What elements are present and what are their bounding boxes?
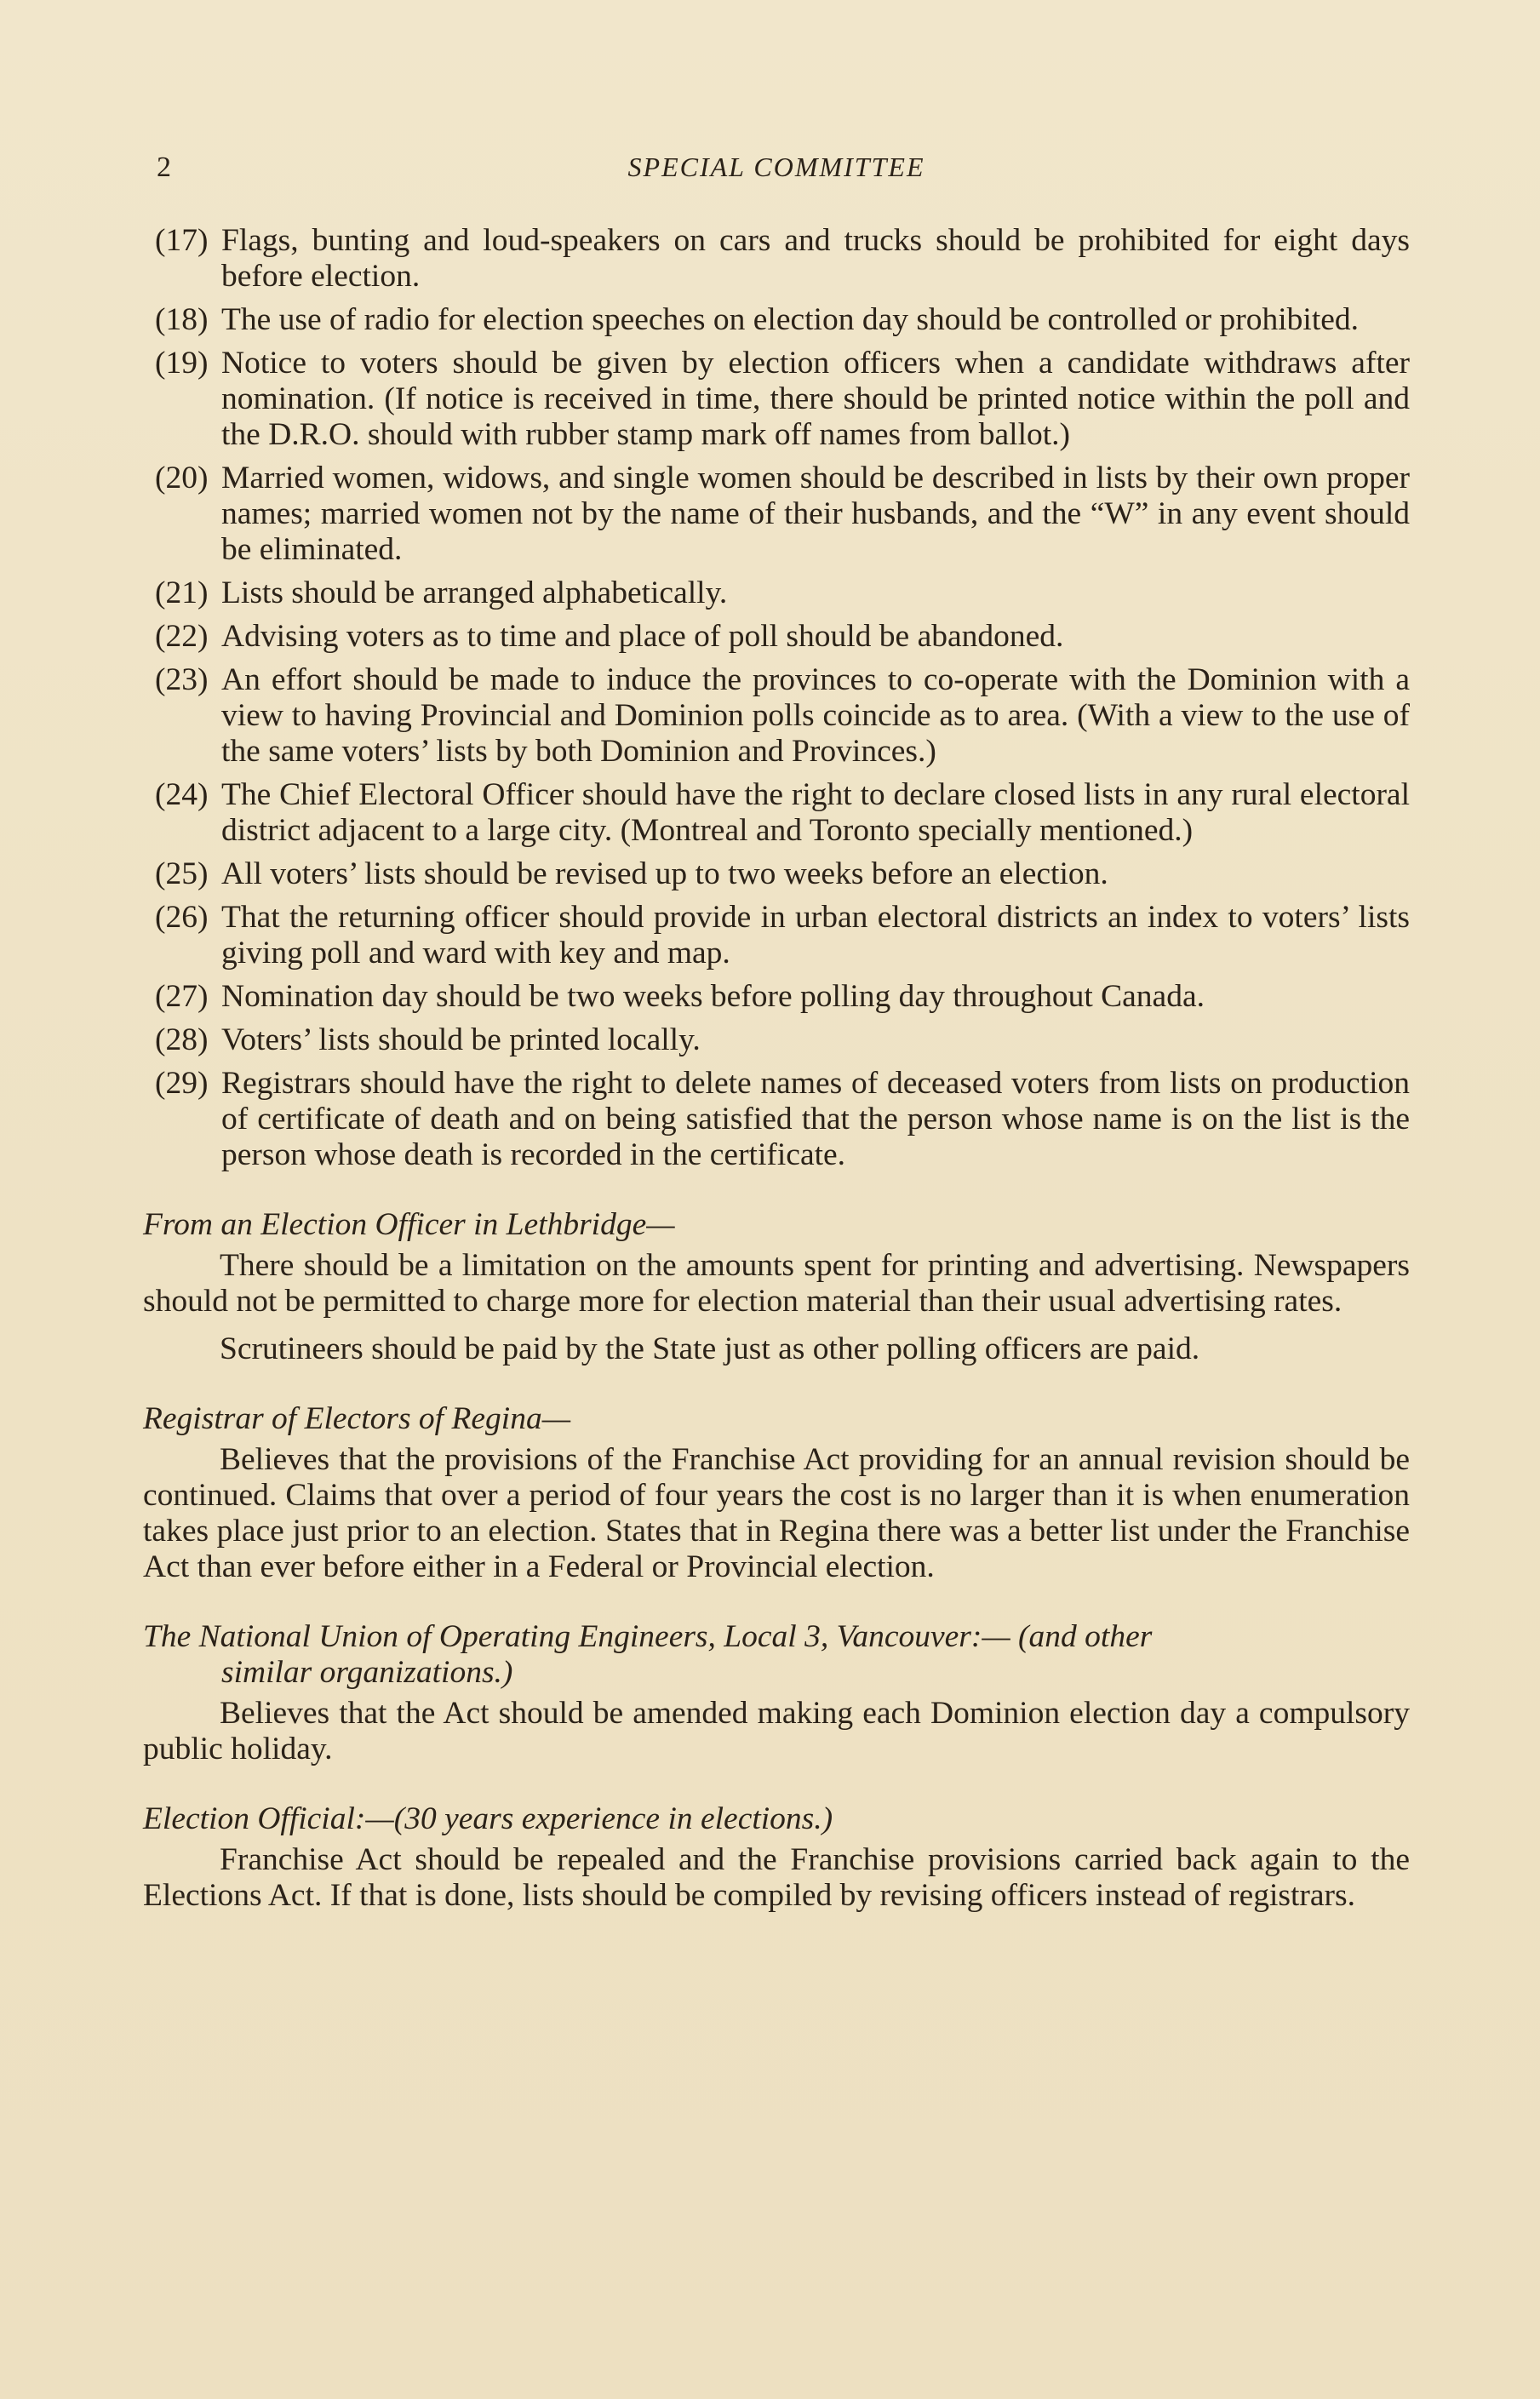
paragraph: Believes that the Act should be amended making each Dominion election day a compulsory public holiday. bbox=[143, 1696, 1410, 1766]
item-number: (27) bbox=[155, 979, 209, 1014]
item-text: Registrars should have the right to delete names of deceased voters from lists on production of certificate of death and on being satisfied that the person whose name is on the list is the person whose death is recorded in the certificate. bbox=[221, 1066, 1410, 1172]
list-item bbox=[143, 900, 1410, 971]
section-heading: From an Election Officer in Lethbridge— bbox=[143, 1207, 675, 1242]
item-number: (20) bbox=[155, 461, 209, 495]
list-item bbox=[143, 461, 1410, 568]
item-text: Notice to voters should be given by election officers when a candidate withdraws after nomination. (If notice is received in time, there should be printed notice within the poll and the D.R.O. should with rubber stamp mark off names from ballot.) bbox=[221, 346, 1410, 452]
paragraph: There should be a limitation on the amounts spent for printing and advertising. Newspapers should not be permitted to charge more for election material than their usual advertising rates. bbox=[143, 1248, 1410, 1319]
item-number: (21) bbox=[155, 575, 209, 610]
section-heading-line: The National Union of Operating Engineers, Local 3, Vancouver:— (and other bbox=[143, 1619, 1153, 1654]
item-text: Married women, widows, and single women should be described in lists by their own proper names; married women not by the name of their husbands, and the “W” in any event should be eliminated. bbox=[221, 461, 1410, 567]
item-text: Advising voters as to time and place of poll should be abandoned. bbox=[221, 619, 1064, 654]
item-text: Flags, bunting and loud-speakers on cars and trucks should be prohibited for eight days before election. bbox=[221, 223, 1410, 294]
section-heading bbox=[143, 1619, 1410, 1691]
list-item bbox=[143, 619, 1410, 655]
list-item bbox=[143, 346, 1410, 453]
item-text: All voters’ lists should be revised up to two weeks before an election. bbox=[221, 856, 1108, 891]
item-number: (17) bbox=[155, 223, 209, 258]
item-number: (29) bbox=[155, 1066, 209, 1101]
paragraph: Believes that the provisions of the Franchise Act providing for an annual revision should be continued. Claims that over a period of four years the cost is no larger than it is when enumeration takes place just prior to an election. States that in Regina there was a better list under the Franchise Act than ever before either in a Federal or Provincial election. bbox=[143, 1442, 1410, 1584]
item-number: (18) bbox=[155, 302, 209, 337]
item-text: Voters’ lists should be printed locally. bbox=[221, 1022, 701, 1057]
submission-section bbox=[143, 1801, 1410, 1914]
item-text: That the returning officer should provide in urban electoral districts an index to voters’ lists giving poll and ward with key and map. bbox=[221, 900, 1410, 970]
section-heading-continuation: similar organizations.) bbox=[221, 1655, 513, 1690]
item-number: (28) bbox=[155, 1022, 209, 1057]
submission-section bbox=[143, 1401, 1410, 1585]
item-number: (22) bbox=[155, 619, 209, 654]
submission-section bbox=[143, 1207, 1410, 1367]
item-number: (24) bbox=[155, 777, 209, 812]
list-item bbox=[143, 223, 1410, 295]
section-heading: Election Official:—(30 years experience in elections.) bbox=[143, 1801, 833, 1836]
item-number: (25) bbox=[155, 856, 209, 891]
page-header bbox=[146, 152, 1406, 194]
list-item bbox=[143, 662, 1410, 770]
list-item bbox=[143, 1066, 1410, 1173]
running-head: SPECIAL COMMITTEE bbox=[627, 152, 925, 182]
page-content bbox=[143, 223, 1410, 1926]
paragraph: Franchise Act should be repealed and the Franchise provisions carried back again to the Elections Act. If that is done, lists should be compiled by revising officers instead of registrars. bbox=[143, 1842, 1410, 1913]
item-text: The use of radio for election speeches on election day should be controlled or prohibited. bbox=[221, 302, 1360, 337]
paragraph: Scrutineers should be paid by the State just as other polling officers are paid. bbox=[220, 1331, 1200, 1366]
item-number: (19) bbox=[155, 346, 209, 381]
section-heading: Registrar of Electors of Regina— bbox=[143, 1401, 571, 1436]
list-item bbox=[143, 575, 1410, 611]
item-text: The Chief Electoral Officer should have the right to declare closed lists in any rural electoral district adjacent to a large city. (Montreal and Toronto specially mentioned.) bbox=[221, 777, 1410, 848]
list-item bbox=[143, 1022, 1410, 1058]
list-item bbox=[143, 302, 1410, 338]
item-text: Lists should be arranged alphabetically. bbox=[221, 575, 728, 610]
item-number: (26) bbox=[155, 900, 209, 935]
recommendation-list bbox=[143, 223, 1410, 1173]
list-item bbox=[143, 979, 1410, 1015]
list-item bbox=[143, 777, 1410, 849]
page-number: 2 bbox=[157, 152, 171, 183]
list-item bbox=[143, 856, 1410, 892]
submission-section bbox=[143, 1619, 1410, 1767]
item-text: An effort should be made to induce the provinces to co-operate with the Dominion with a view to having Provincial and Dominion polls coincide as to area. (With a view to the use of the same voters’ lists by both Dominion and Provinces.) bbox=[221, 662, 1410, 769]
item-text: Nomination day should be two weeks before polling day throughout Canada. bbox=[221, 979, 1205, 1014]
item-number: (23) bbox=[155, 662, 209, 697]
